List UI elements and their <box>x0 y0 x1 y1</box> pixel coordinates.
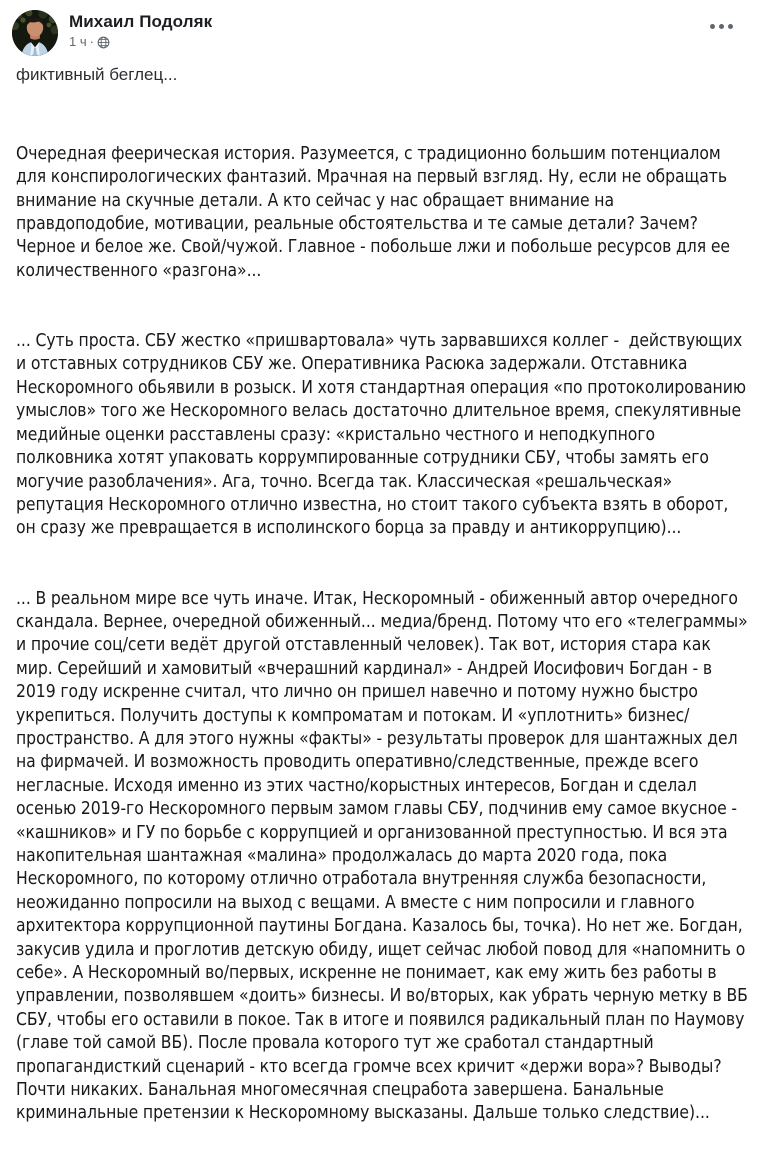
avatar[interactable] <box>12 10 58 56</box>
post-paragraph: ... Суть проста. СБУ жестко «пришвартовала» чуть зарвавшихся коллег - действующих и отставных сотрудников СБУ же. Оперативника Расюка задержали. Отставника Нескоромного обьявили в розыск. И хотя стандартная операция «по протоколированию умыслов» того же Нескоромного велась достаточно длительное время, спекулятивные медийные оценки расставлены сразу: «кристально честного и неподкупного полковника хотят упаковать коррумпированные сотрудники СБУ, чтобы замять его могучие разоблачения». Ага, точно. Всегда так. Классическая «решальческая» репутация Нескоромного отлично известна, но стоит такого субъекта взять в оборот, он сразу же превращается в исполинского борца за правду и антикоррупцию)... <box>16 331 751 539</box>
ellipsis-horizontal-icon <box>710 24 715 29</box>
post-paragraph: ... В реальном мире все чуть иначе. Итак, Нескоромный - обиженный автор очередного скандала. Вернее, очередной обиженный... медиа/бренд. Потому что его «телеграммы» и прочие соц/сети ведёт другой отставленный человек). Так вот, история стара как мир. Серейший и хамовитый «вчерашний кардинал» - Андрей Иосифович Богдан - в 2019 году искренне считал, что лично он пришел навечно и потому нужно быстро укрепиться. Получить доступы к компроматам и потокам. И «уплотнить» бизнес/пространство. А для этого нужны «факты» - результаты проверок для шантажных дел на фирмачей. И возможность проводить оперативно/следственные, прежде всего негласные. Исходя именно из этих частно/корыстных интересов, Богдан и сделал осенью 2019-го Нескоромного первым замом главы СБУ, подчинив ему самое вкусное - «кашников» и ГУ по борьбе с коррупцией и организованной преступностью. И вся эта накопительная шантажная «малина» продолжалась до марта 2020 года, пока Нескоромного, по которому отлично отработала внутренняя служба безопасности, неожиданно попросили на выход с вещами. А вместе с ним попросили и главного архитектора коррупционной паутины Богдана. Казалось бы, точка). Но нет же. Богдан, закусив удила и проглотив детскую обиду, ищет сейчас любой повод для «напомнить о себе». А Нескоромный во/первых, искренне не понимает, как ему жить без работы в управлении, позволявшем «доить» бизнесы. И во/вторых, как убрать черную метку в ВБ СБУ, чтобы его оставили в покое. Так в итоге и появился радикальный план по Наумову (главе той самой ВБ). После провала которого тут же сработал стандартный пропагандисткий сценарий - кто всегда громче всех кричит «держи вора»? Выводы? Почти никаких. Банальная многомесячная спецработа завершена. Банальные криминальные претензии к Нескоромному высказаны. Дальше только следствие)... <box>16 588 753 1124</box>
post-options-menu-button[interactable] <box>706 20 737 33</box>
post-paragraph: Очередная феерическая история. Разумеется, с традиционно большим потенциалом для конспирологических фантазий. Мрачная на первый взгляд. Ну, если не обращать внимание на скучные детали. А кто сейчас у нас обращает внимание на правдоподобие, мотивации, реальные обстоятельства и те самые детали? Зачем? Черное и белое же. Свой/чужой. Главное - побольше лжи и побольше ресурсов для ее количественного «разгона»... <box>16 143 735 281</box>
meta-separator: · <box>89 34 94 49</box>
author-identity <box>69 10 212 50</box>
globe-icon[interactable] <box>97 36 110 49</box>
post-header <box>0 0 764 52</box>
author-name[interactable]: Михаил Подоляк <box>69 12 213 31</box>
post-text <box>16 96 753 1173</box>
ellipsis-horizontal-icon <box>728 24 733 29</box>
post-timestamp[interactable]: 1 ч <box>69 34 87 49</box>
post-meta <box>69 34 212 50</box>
post-headline: фиктивный беглец... <box>16 65 178 84</box>
ellipsis-horizontal-icon <box>719 24 724 29</box>
post-body <box>0 63 764 1173</box>
